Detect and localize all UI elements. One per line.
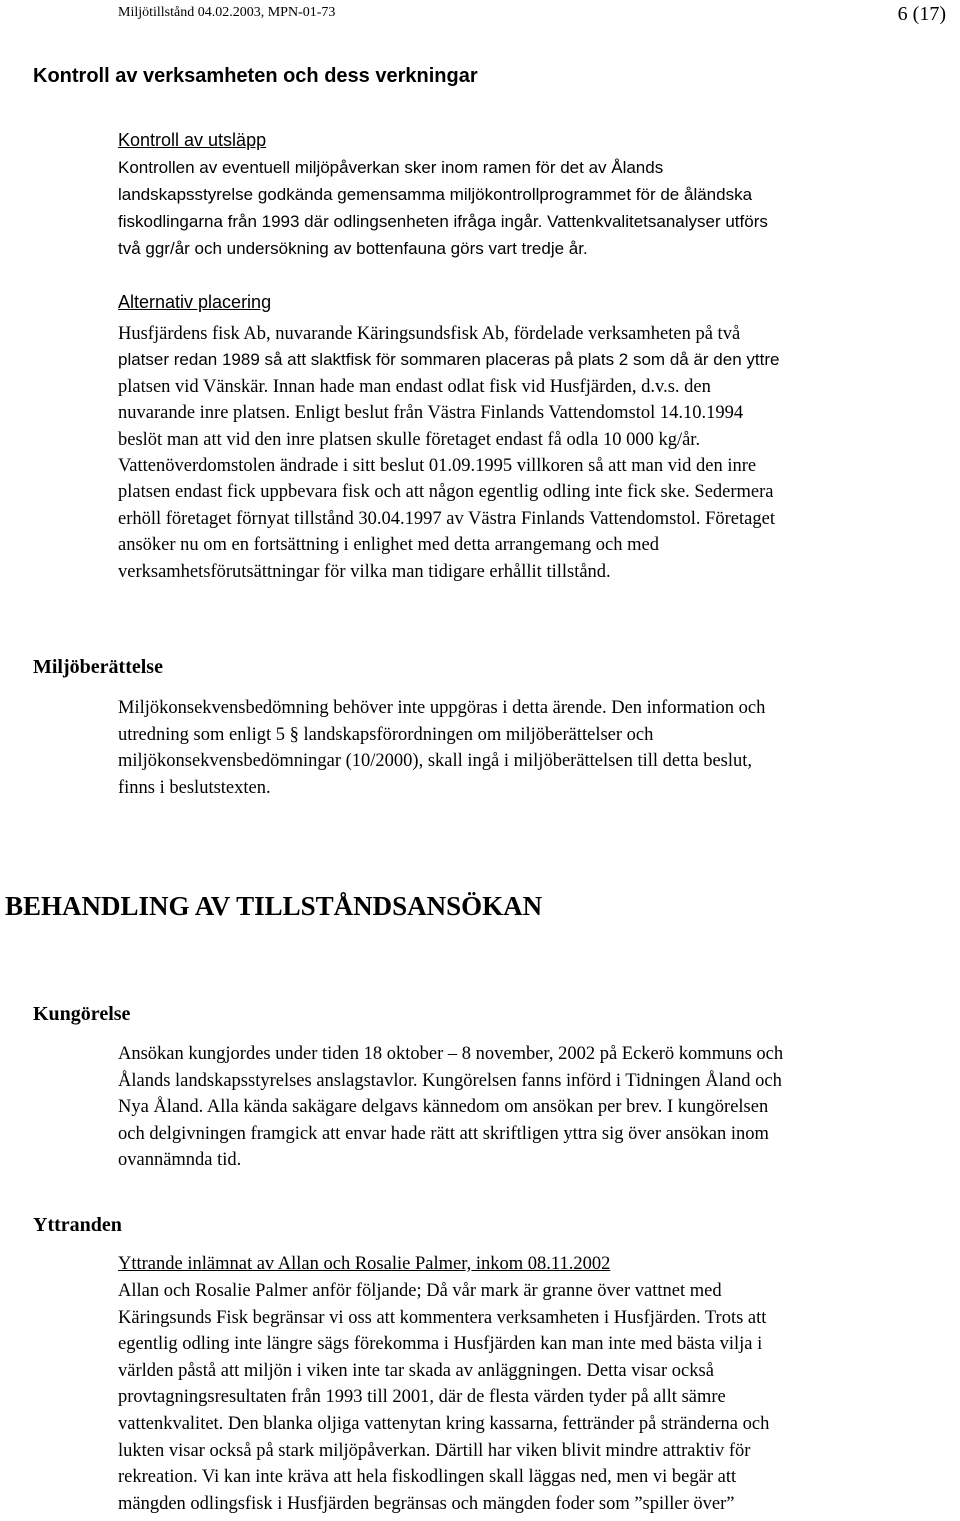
text-line: provtagningsresultaten från 1993 till 2001, där de flesta värden tyder på allt sämre: [118, 1387, 726, 1408]
kungorelse-paragraph: [118, 1041, 783, 1174]
placering-paragraph: [118, 321, 779, 585]
yttrande-subheading: Yttrande inlämnat av Allan och Rosalie Palmer, inkom 08.11.2002: [118, 1254, 611, 1274]
yttrande-paragraph: [118, 1278, 769, 1517]
text-line: Nya Åland. Alla kända sakägare delgavs kännedom om ansökan per brev. I kungörelsen: [118, 1097, 769, 1118]
miljoberattelse-paragraph: [118, 695, 765, 801]
page-number: 6 (17): [897, 3, 946, 25]
kontroll-heading: Kontroll av verksamheten och dess verkningar: [33, 65, 478, 87]
utslapp-subheading: Kontroll av utsläpp: [118, 130, 267, 150]
text-line: utredning som enligt 5 § landskapsförordningen om miljöberättelser och: [118, 724, 654, 745]
text-line: verksamhetsförutsättningar för vilka man tidigare erhållit tillstånd.: [118, 561, 611, 582]
text-line: egentlig odling inte längre sägs förekomma i Husfjärden kan man inte med bästa vilja i: [118, 1334, 763, 1355]
text-line: Husfjärdens fisk Ab, nuvarande Käringsundsfisk Ab, fördelade verksamheten på två: [118, 324, 741, 344]
text-line: beslöt man att vid den inre platsen skulle företaget endast få odla 10 000 kg/år.: [118, 429, 701, 450]
text-line: nuvarande inre platsen. Enligt beslut från Västra Finlands Vattendomstol 14.10.1994: [118, 403, 744, 424]
text-line: platsen endast fick uppbevara fisk och att någon egentlig odling inte fick ske. Sedermera: [118, 482, 774, 503]
text-line: Vattenöverdomstolen ändrade i sitt beslut 01.09.1995 villkoren så att man vid den inre: [118, 456, 757, 477]
utslapp-paragraph: [118, 154, 768, 262]
text-line: rekreation. Vi kan inte kräva att hela fiskodlingen skall läggas ned, men vi begär att: [118, 1467, 737, 1488]
document-reference: Miljötillstånd 04.02.2003, MPN-01-73: [118, 5, 336, 20]
text-line: vattenkvalitet. Den blanka oljiga vattenytan kring kassarna, fettränder på stränderna och: [118, 1413, 770, 1434]
yttranden-heading: Yttranden: [33, 1214, 122, 1236]
text-line: två ggr/år och undersökning av bottenfauna görs vart tredje år.: [118, 239, 588, 258]
miljoberattelse-heading: Miljöberättelse: [33, 656, 163, 678]
text-line: Käringsunds Fisk begränsar vi oss att kommentera verksamheten i Husfjärden. Trots att: [118, 1307, 767, 1328]
behandling-heading: BEHANDLING AV TILLSTÅNDSANSÖKAN: [5, 891, 543, 921]
text-line: Ålands landskapsstyrelses anslagstavlor. Kungörelsen fanns införd i Tidningen Åland och: [118, 1070, 782, 1091]
placering-subheading: Alternativ placering: [118, 292, 272, 312]
text-line: erhöll företaget förnyat tillstånd 30.04.1997 av Västra Finlands Vattendomstol. Företaget: [118, 508, 775, 529]
text-line: platsen vid Vänskär. Innan hade man endast odlat fisk vid Husfjärden, d.v.s. den: [118, 376, 711, 397]
text-line: platser redan 1989 så att slaktfisk för sommaren placeras på plats 2 som då är den yttre: [118, 350, 780, 370]
text-line: miljökonsekvensbedömningar (10/2000), skall ingå i miljöberättelsen till detta beslut,: [118, 751, 753, 772]
text-line: ovannämnda tid.: [118, 1150, 242, 1171]
text-line: Ansökan kungjordes under tiden 18 oktober – 8 november, 2002 på Eckerö kommuns och: [118, 1044, 784, 1064]
text-line: världen påstå att miljön i viken inte tar skada av anläggningen. Detta visar också: [118, 1360, 714, 1381]
text-line: landskapsstyrelse godkända gemensamma miljökontrollprogrammet för de åländska: [118, 185, 753, 204]
text-line: mängden odlingsfisk i Husfjärden begränsas och mängden foder som ”spiller över”: [118, 1493, 735, 1514]
text-line: Allan och Rosalie Palmer anför följande; Då vår mark är granne över vattnet med: [118, 1281, 722, 1301]
text-line: Miljökonsekvensbedömning behöver inte uppgöras i detta ärende. Den information och: [118, 698, 766, 718]
text-line: Kontrollen av eventuell miljöpåverkan sker inom ramen för det av Ålands: [118, 158, 664, 177]
text-line: och delgivningen framgick att envar hade rätt att skriftligen yttra sig över ansökan inom: [118, 1123, 769, 1144]
text-line: fiskodlingarna från 1993 där odlingsenheten ifråga ingår. Vattenkvalitetsanalyser utförs: [118, 212, 768, 231]
text-line: ansöker nu om en fortsättning i enlighet med detta arrangemang och med: [118, 535, 659, 556]
text-line: finns i beslutstexten.: [118, 777, 271, 798]
kungorelse-heading: Kungörelse: [33, 1003, 131, 1025]
text-line: lukten visar också på stark miljöpåverkan. Därtill har viken blivit mindre attraktiv för: [118, 1440, 751, 1461]
